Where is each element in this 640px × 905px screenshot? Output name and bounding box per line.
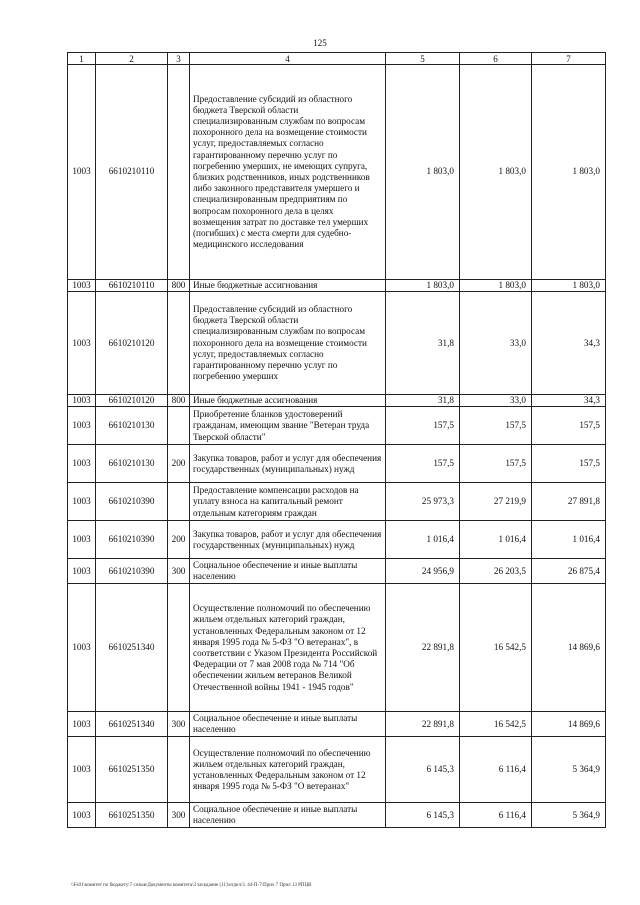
- amount-year1-cell: 25 973,3: [386, 483, 460, 521]
- section-code-cell: 1003: [68, 559, 96, 584]
- amount-year3-cell: 5 364,9: [532, 803, 606, 828]
- expense-type-cell: 300: [168, 803, 190, 828]
- amount-year3-cell: 34,3: [532, 292, 606, 395]
- header-cell: 1: [68, 53, 96, 65]
- amount-year2-cell: 33,0: [460, 292, 532, 395]
- table-row: [68, 559, 606, 584]
- description-cell: Иные бюджетные ассигнования: [190, 280, 386, 292]
- amount-year1-cell: 22 891,8: [386, 584, 460, 712]
- amount-year3-cell: 5 364,9: [532, 737, 606, 803]
- amount-year1-cell: 157,5: [386, 407, 460, 445]
- target-article-cell: 6610210120: [96, 395, 168, 407]
- expense-type-cell: [168, 407, 190, 445]
- amount-year1-cell: 6 145,3: [386, 737, 460, 803]
- amount-year3-cell: 14 869,6: [532, 712, 606, 737]
- amount-year1-cell: 1 803,0: [386, 280, 460, 292]
- target-article-cell: 6610210130: [96, 445, 168, 483]
- description-cell: Осуществление полномочий по обеспечению жильем отдельных категорий граждан, установленных Федеральным законом от 12 января 1995 года № 5-ФЗ "О ветеранах": [190, 737, 386, 803]
- expense-type-cell: 200: [168, 521, 190, 559]
- expense-type-cell: 800: [168, 395, 190, 407]
- header-cell: 2: [96, 53, 168, 65]
- description-cell: Социальное обеспечение и иные выплаты населению: [190, 803, 386, 828]
- section-code-cell: 1003: [68, 292, 96, 395]
- table-row: [68, 803, 606, 828]
- amount-year2-cell: 1 803,0: [460, 65, 532, 280]
- amount-year2-cell: 16 542,5: [460, 584, 532, 712]
- target-article-cell: 6610210110: [96, 65, 168, 280]
- description-cell: Предоставление субсидий из областного бюджета Тверской области специализированным службам по вопросам похоронного дела на возмещение стоимости услуг, предоставляемых согласно гарантированному перечню услуг по погребению умерших: [190, 292, 386, 395]
- amount-year2-cell: 157,5: [460, 445, 532, 483]
- section-code-cell: 1003: [68, 407, 96, 445]
- description-cell: Предоставление субсидий из областного бюджета Тверской области специализированным службам по вопросам похоронного дела на возмещение стоимости услуг, предоставляемых согласно гарантированному перечню услуг по погребению умерших, не имеющих супруга, близких родственников, иных родственников либо законного представителя умершего и специализированным предприятиям по вопросам похоронного дела в целях возмещения затрат по доставке тел умерших (погибших) с места смерти для судебно-медицинского исследования: [190, 65, 386, 280]
- description-cell: Иные бюджетные ассигнования: [190, 395, 386, 407]
- table-row: [68, 521, 606, 559]
- header-cell: 4: [190, 53, 386, 65]
- table-row: [68, 280, 606, 292]
- amount-year1-cell: 24 956,9: [386, 559, 460, 584]
- header-cell: 6: [460, 53, 532, 65]
- section-code-cell: 1003: [68, 712, 96, 737]
- table-row: [68, 292, 606, 395]
- budget-table: [67, 52, 606, 828]
- table-row: [68, 584, 606, 712]
- amount-year2-cell: 1 803,0: [460, 280, 532, 292]
- amount-year2-cell: 6 116,4: [460, 803, 532, 828]
- amount-year2-cell: 27 219,9: [460, 483, 532, 521]
- expense-type-cell: 300: [168, 559, 190, 584]
- amount-year3-cell: 34,3: [532, 395, 606, 407]
- table-header-row: [68, 53, 606, 65]
- section-code-cell: 1003: [68, 445, 96, 483]
- target-article-cell: 6610251350: [96, 737, 168, 803]
- amount-year2-cell: 16 542,5: [460, 712, 532, 737]
- table-row: [68, 445, 606, 483]
- header-cell: 7: [532, 53, 606, 65]
- description-cell: Осуществление полномочий по обеспечению жильем отдельных категорий граждан, установленных Федеральным законом от 12 января 1995 года № 5-ФЗ "О ветеранах", в соответствии с Указом Президента Российской Федерации от 7 мая 2008 года № 714 "Об обеспечении жильем ветеранов Великой Отечественной войны 1941 - 1945 годов": [190, 584, 386, 712]
- table-row: [68, 737, 606, 803]
- description-cell: Закупка товаров, работ и услуг для обеспечения государственных (муниципальных) нужд: [190, 521, 386, 559]
- target-article-cell: 6610251350: [96, 803, 168, 828]
- amount-year1-cell: 157,5: [386, 445, 460, 483]
- target-article-cell: 6610210390: [96, 521, 168, 559]
- expense-type-cell: [168, 737, 190, 803]
- target-article-cell: 6610210130: [96, 407, 168, 445]
- description-cell: Социальное обеспечение и иные выплаты населению: [190, 712, 386, 737]
- amount-year3-cell: 1 016,4: [532, 521, 606, 559]
- table-row: [68, 712, 606, 737]
- amount-year2-cell: 6 116,4: [460, 737, 532, 803]
- amount-year2-cell: 33,0: [460, 395, 532, 407]
- amount-year2-cell: 26 203,5: [460, 559, 532, 584]
- amount-year3-cell: 14 869,6: [532, 584, 606, 712]
- section-code-cell: 1003: [68, 65, 96, 280]
- amount-year1-cell: 6 145,3: [386, 803, 460, 828]
- table-row: [68, 407, 606, 445]
- target-article-cell: 6610251340: [96, 712, 168, 737]
- expense-type-cell: [168, 292, 190, 395]
- expense-type-cell: 800: [168, 280, 190, 292]
- description-cell: Закупка товаров, работ и услуг для обеспечения государственных (муниципальных) нужд: [190, 445, 386, 483]
- description-cell: Предоставление компенсации расходов на уплату взноса на капитальный ремонт отдельным категориям граждан: [190, 483, 386, 521]
- section-code-cell: 1003: [68, 737, 96, 803]
- amount-year3-cell: 1 803,0: [532, 65, 606, 280]
- target-article-cell: 6610210390: [96, 559, 168, 584]
- amount-year1-cell: 31,8: [386, 292, 460, 395]
- table-row: [68, 65, 606, 280]
- target-article-cell: 6610210110: [96, 280, 168, 292]
- header-cell: 3: [168, 53, 190, 65]
- amount-year3-cell: 26 875,4: [532, 559, 606, 584]
- expense-type-cell: 300: [168, 712, 190, 737]
- expense-type-cell: [168, 483, 190, 521]
- header-cell: 5: [386, 53, 460, 65]
- target-article-cell: 6610251340: [96, 584, 168, 712]
- amount-year1-cell: 1 016,4: [386, 521, 460, 559]
- amount-year1-cell: 31,8: [386, 395, 460, 407]
- description-cell: Приобретение бланков удостоверений гражданам, имеющим звание "Ветеран труда Тверской области": [190, 407, 386, 445]
- expense-type-cell: 200: [168, 445, 190, 483]
- amount-year2-cell: 1 016,4: [460, 521, 532, 559]
- section-code-cell: 1003: [68, 584, 96, 712]
- description-cell: Социальное обеспечение и иные выплаты населению: [190, 559, 386, 584]
- target-article-cell: 6610210120: [96, 292, 168, 395]
- file-path-footer: \\Fs01\комитет по бюджету\7 созыв\Документы комитета\3 заседание (11)\отдел\3. 44-П-7\Прил 7 Прил 13 РПЦВ: [71, 883, 312, 888]
- amount-year3-cell: 1 803,0: [532, 280, 606, 292]
- page-number: 125: [313, 38, 327, 48]
- section-code-cell: 1003: [68, 395, 96, 407]
- amount-year2-cell: 157,5: [460, 407, 532, 445]
- section-code-cell: 1003: [68, 803, 96, 828]
- table-row: [68, 395, 606, 407]
- expense-type-cell: [168, 584, 190, 712]
- amount-year3-cell: 157,5: [532, 407, 606, 445]
- section-code-cell: 1003: [68, 483, 96, 521]
- section-code-cell: 1003: [68, 280, 96, 292]
- amount-year3-cell: 157,5: [532, 445, 606, 483]
- target-article-cell: 6610210390: [96, 483, 168, 521]
- expense-type-cell: [168, 65, 190, 280]
- amount-year3-cell: 27 891,8: [532, 483, 606, 521]
- amount-year1-cell: 1 803,0: [386, 65, 460, 280]
- section-code-cell: 1003: [68, 521, 96, 559]
- amount-year1-cell: 22 891,8: [386, 712, 460, 737]
- table-row: [68, 483, 606, 521]
